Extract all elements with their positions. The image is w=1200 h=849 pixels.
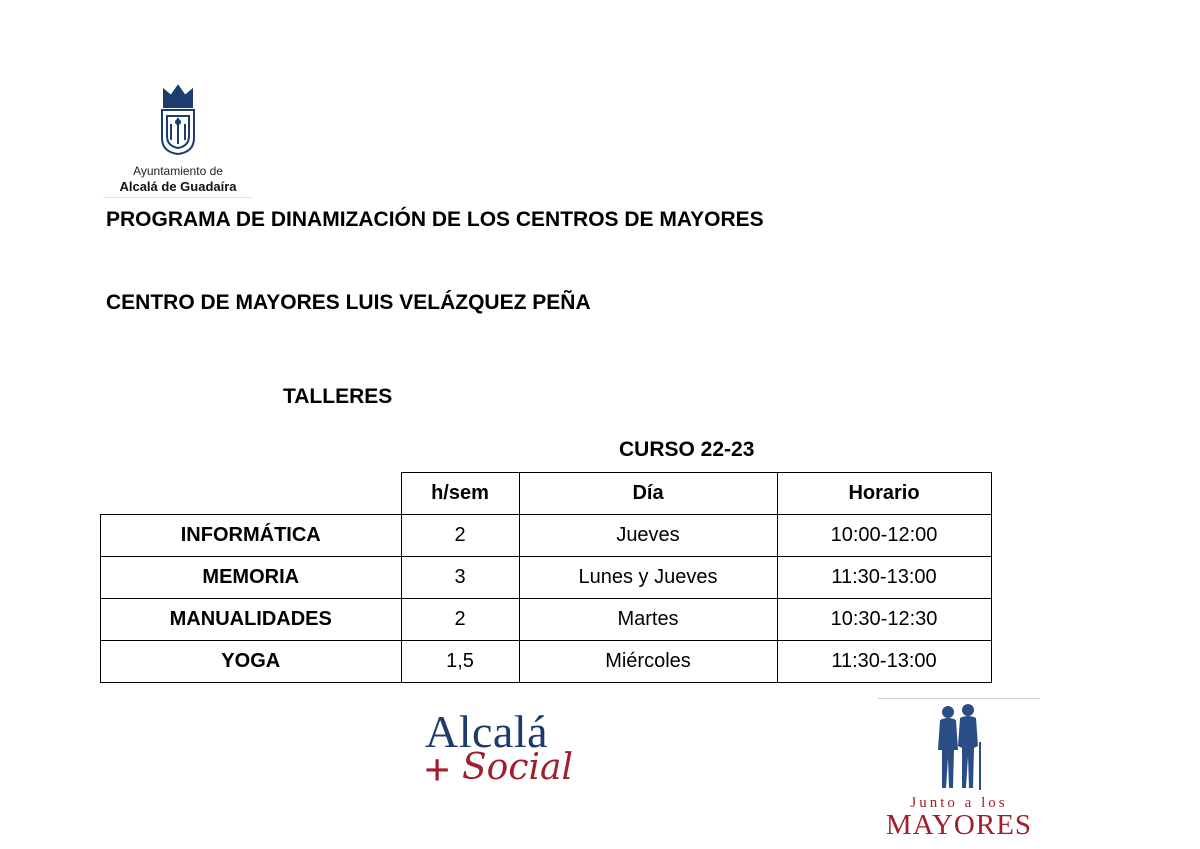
day: Jueves — [519, 515, 777, 557]
elderly-couple-icon — [934, 702, 986, 794]
table-header-row — [101, 473, 992, 515]
junto-mayores-logo — [878, 698, 1040, 844]
coat-of-arms-icon — [158, 80, 198, 156]
schedule: 10:00-12:00 — [777, 515, 991, 557]
table-row — [101, 515, 992, 557]
day: Miércoles — [519, 641, 777, 683]
workshop-name: YOGA — [101, 641, 402, 683]
section-title: TALLERES — [283, 385, 393, 408]
hours-per-week: 1,5 — [401, 641, 519, 683]
day: Martes — [519, 599, 777, 641]
program-title: PROGRAMA DE DINAMIZACIÓN DE LOS CENTROS DE MAYORES — [106, 208, 764, 231]
workshop-name: INFORMÁTICA — [101, 515, 402, 557]
hours-per-week: 2 — [401, 515, 519, 557]
day: Lunes y Jueves — [519, 557, 777, 599]
org-line-1: Ayuntamiento de — [133, 164, 223, 178]
alcala-social-logo — [420, 705, 590, 800]
logo-word-alcala: Alcalá — [425, 706, 549, 757]
table-header-cell: Día — [519, 473, 777, 515]
table-header-cell — [101, 473, 402, 515]
schedule: 11:30-13:00 — [777, 641, 991, 683]
divider — [103, 197, 253, 198]
workshop-name: MANUALIDADES — [101, 599, 402, 641]
center-title: CENTRO DE MAYORES LUIS VELÁZQUEZ PEÑA — [106, 291, 591, 314]
junto-line-1: Junto a los — [910, 795, 1008, 811]
table-header-cell: h/sem — [401, 473, 519, 515]
workshops-table — [100, 472, 992, 683]
table-row — [101, 557, 992, 599]
table-header-cell: Horario — [777, 473, 991, 515]
schedule: 10:30-12:30 — [777, 599, 991, 641]
table-row — [101, 641, 992, 683]
ayuntamiento-logo — [103, 80, 253, 198]
org-line-2: Alcalá de Guadaíra — [119, 179, 237, 194]
logo-word-social: Social — [462, 747, 573, 788]
hours-per-week: 2 — [401, 599, 519, 641]
schedule: 11:30-13:00 — [777, 557, 991, 599]
junto-line-2: MAYORES — [885, 809, 1033, 841]
course-title: CURSO 22-23 — [619, 438, 755, 461]
hours-per-week: 3 — [401, 557, 519, 599]
plus-icon: + — [424, 744, 451, 795]
table-row — [101, 599, 992, 641]
workshop-name: MEMORIA — [101, 557, 402, 599]
